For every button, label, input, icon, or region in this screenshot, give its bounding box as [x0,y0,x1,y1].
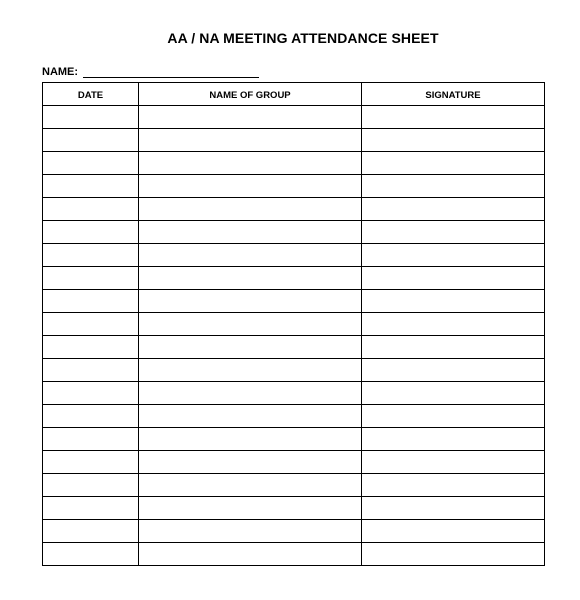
signature-cell [362,221,545,244]
attendance-table [42,82,545,566]
signature-cell [362,267,545,290]
group-cell [139,221,362,244]
signature-cell [362,451,545,474]
name-field-row [42,62,259,78]
table-row [43,543,545,566]
table-row [43,106,545,129]
group-cell [139,313,362,336]
group-cell [139,382,362,405]
table-header-row [43,83,545,106]
group-cell [139,405,362,428]
signature-cell [362,313,545,336]
group-cell [139,336,362,359]
group-cell [139,106,362,129]
date-cell [43,198,139,221]
signature-cell [362,152,545,175]
signature-cell [362,428,545,451]
group-cell [139,175,362,198]
signature-cell [362,129,545,152]
signature-cell [362,198,545,221]
date-cell [43,520,139,543]
signature-cell [362,520,545,543]
date-cell [43,221,139,244]
group-cell [139,497,362,520]
date-cell [43,474,139,497]
table-row [43,520,545,543]
table-row [43,382,545,405]
table-row [43,129,545,152]
group-cell [139,290,362,313]
table-row [43,267,545,290]
signature-cell [362,244,545,267]
date-cell [43,129,139,152]
signature-cell [362,359,545,382]
sheet-title: AA / NA MEETING ATTENDANCE SHEET [167,30,439,46]
table-row [43,336,545,359]
table-row [43,313,545,336]
group-cell [139,267,362,290]
column-header-signature: SIGNATURE [362,83,545,106]
date-cell [43,428,139,451]
date-cell [43,152,139,175]
table-row [43,405,545,428]
date-cell [43,497,139,520]
table-row [43,152,545,175]
signature-cell [362,175,545,198]
name-label: NAME: [42,66,79,78]
date-cell [43,359,139,382]
date-cell [43,451,139,474]
date-cell [43,106,139,129]
group-cell [139,543,362,566]
table-row [43,290,545,313]
table-row [43,474,545,497]
group-cell [139,129,362,152]
table-row [43,244,545,267]
column-header-group: NAME OF GROUP [139,83,362,106]
table-body [43,106,545,566]
date-cell [43,382,139,405]
signature-cell [362,474,545,497]
date-cell [43,405,139,428]
signature-cell [362,405,545,428]
table-row [43,221,545,244]
signature-cell [362,106,545,129]
group-cell [139,474,362,497]
signature-cell [362,382,545,405]
date-cell [43,175,139,198]
table-row [43,198,545,221]
group-cell [139,244,362,267]
group-cell [139,520,362,543]
date-cell [43,313,139,336]
group-cell [139,198,362,221]
group-cell [139,359,362,382]
group-cell [139,428,362,451]
table-row [43,175,545,198]
group-cell [139,152,362,175]
signature-cell [362,290,545,313]
signature-cell [362,543,545,566]
group-cell [139,451,362,474]
date-cell [43,290,139,313]
column-header-date: DATE [43,83,139,106]
date-cell [43,244,139,267]
table-row [43,451,545,474]
table-row [43,359,545,382]
signature-cell [362,497,545,520]
date-cell [43,543,139,566]
signature-cell [362,336,545,359]
name-blank-line [83,66,259,78]
table-row [43,497,545,520]
table-row [43,428,545,451]
date-cell [43,336,139,359]
date-cell [43,267,139,290]
